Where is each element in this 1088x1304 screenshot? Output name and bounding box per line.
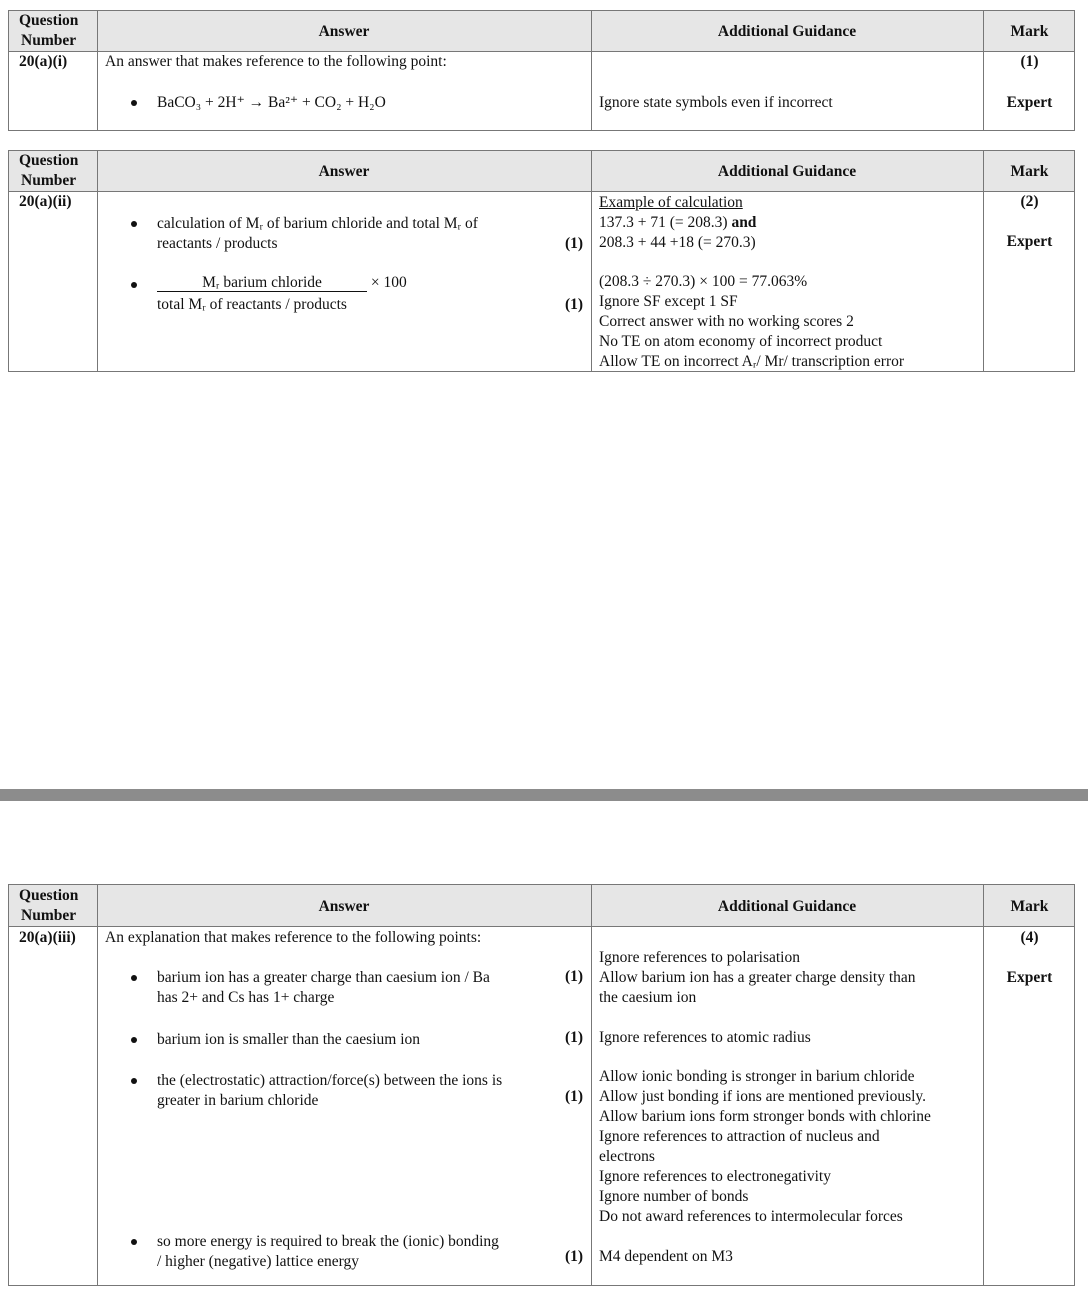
guidance-line: Allow TE on incorrect Aᵣ/ Mr/ transcription error <box>599 353 905 370</box>
mark-level: Expert <box>1006 233 1053 250</box>
guidance-line: (208.3 ÷ 270.3) × 100 = 77.063% <box>599 273 808 290</box>
answer-intro: An explanation that makes reference to the following points: <box>105 929 482 946</box>
bullet-icon <box>131 975 137 981</box>
guidance-line: Ignore references to polarisation <box>599 949 800 966</box>
bullet-icon <box>131 1078 137 1084</box>
page-separator <box>0 789 1088 801</box>
answer-point-2: barium ion is smaller than the caesium ion <box>157 1031 421 1048</box>
mark-scheme-table-20ai <box>8 10 1075 131</box>
guidance-line: electrons <box>599 1148 655 1165</box>
guidance-line: 137.3 + 71 (= 208.3) and <box>599 214 757 231</box>
mark-value: (1) <box>1020 53 1039 70</box>
guidance-line: Allow barium ions form stronger bonds with chlorine <box>599 1108 931 1125</box>
bullet-icon <box>131 282 137 288</box>
bullet-icon <box>131 221 137 227</box>
header-answer: Answer <box>318 23 370 40</box>
guidance-line: No TE on atom economy of incorrect product <box>599 333 883 350</box>
answer-point-1: barium ion has a greater charge than caesium ion / Ba <box>157 969 490 986</box>
header-number: Number <box>21 172 77 189</box>
answer-point: BaCO₃ + 2H⁺ → Ba²⁺ + CO₂ + H₂O <box>157 94 386 111</box>
bullet-icon <box>131 100 137 106</box>
point-mark: (1) <box>565 296 584 313</box>
point-mark: (1) <box>565 1088 584 1105</box>
mark-value: (4) <box>1020 929 1039 946</box>
point-mark: (1) <box>565 235 584 252</box>
guidance-line: Do not award references to intermolecular forces <box>599 1208 903 1225</box>
guidance-line: Ignore references to electronegativity <box>599 1168 831 1185</box>
mark-level: Expert <box>1006 94 1053 111</box>
header-guidance: Additional Guidance <box>717 23 857 40</box>
guidance-line: Allow barium ion has a greater charge density than <box>599 969 916 986</box>
header-guidance: Additional Guidance <box>717 898 857 915</box>
question-number: 20(a)(i) <box>19 53 68 70</box>
answer-point-4-cont: / higher (negative) lattice energy <box>157 1253 359 1270</box>
answer-point-1: calculation of Mᵣ of barium chloride and total Mᵣ of <box>157 215 478 232</box>
mark-value: (2) <box>1020 193 1039 210</box>
answer-point-1-cont: has 2+ and Cs has 1+ charge <box>157 989 335 1006</box>
guidance-line: Allow ionic bonding is stronger in barium chloride <box>599 1068 915 1085</box>
guidance-line: Correct answer with no working scores 2 <box>599 313 854 330</box>
answer-point-3-cont: greater in barium chloride <box>157 1092 319 1109</box>
header-number: Number <box>21 907 77 924</box>
answer-intro: An answer that makes reference to the following point: <box>105 53 447 70</box>
guidance-line: 208.3 + 44 +18 (= 270.3) <box>599 234 756 251</box>
question-number: 20(a)(iii) <box>19 929 76 946</box>
header-question: Question <box>19 152 79 169</box>
header-mark: Mark <box>1010 23 1049 40</box>
point-mark: (1) <box>565 1029 584 1046</box>
guidance-line: the caesium ion <box>599 989 697 1006</box>
header-question: Question <box>19 12 79 29</box>
answer-point-1-cont: reactants / products <box>157 235 278 252</box>
header-answer: Answer <box>318 163 370 180</box>
header-guidance: Additional Guidance <box>717 163 857 180</box>
guidance-line: Ignore SF except 1 SF <box>599 293 738 310</box>
guidance-text: Ignore state symbols even if incorrect <box>599 94 833 111</box>
guidance-line: Ignore references to atomic radius <box>599 1029 811 1046</box>
fraction-numerator: Mᵣ barium chloride × 100 <box>157 273 407 293</box>
header-mark: Mark <box>1010 898 1049 915</box>
answer-point-3: the (electrostatic) attraction/force(s) between the ions is <box>157 1072 503 1089</box>
bullet-icon <box>131 1239 137 1245</box>
guidance-line: M4 dependent on M3 <box>599 1248 733 1265</box>
guidance-line: Ignore number of bonds <box>599 1188 749 1205</box>
guidance-line: Ignore references to attraction of nucleus and <box>599 1128 880 1145</box>
guidance-line: Allow just bonding if ions are mentioned previously. <box>599 1088 927 1105</box>
bullet-icon <box>131 1037 137 1043</box>
guidance-heading: Example of calculation <box>599 194 743 211</box>
header-question: Question <box>19 887 79 904</box>
mark-scheme-table-20aii <box>8 150 1075 372</box>
header-answer: Answer <box>318 898 370 915</box>
mark-scheme-table-20aiii <box>8 884 1075 1286</box>
fraction-denominator: total Mᵣ of reactants / products <box>157 296 347 313</box>
header-mark: Mark <box>1010 163 1049 180</box>
header-number: Number <box>21 32 77 49</box>
point-mark: (1) <box>565 1248 584 1265</box>
answer-point-4: so more energy is required to break the (ionic) bonding <box>157 1233 499 1250</box>
point-mark: (1) <box>565 968 584 985</box>
question-number: 20(a)(ii) <box>19 193 72 210</box>
mark-level: Expert <box>1006 969 1053 986</box>
